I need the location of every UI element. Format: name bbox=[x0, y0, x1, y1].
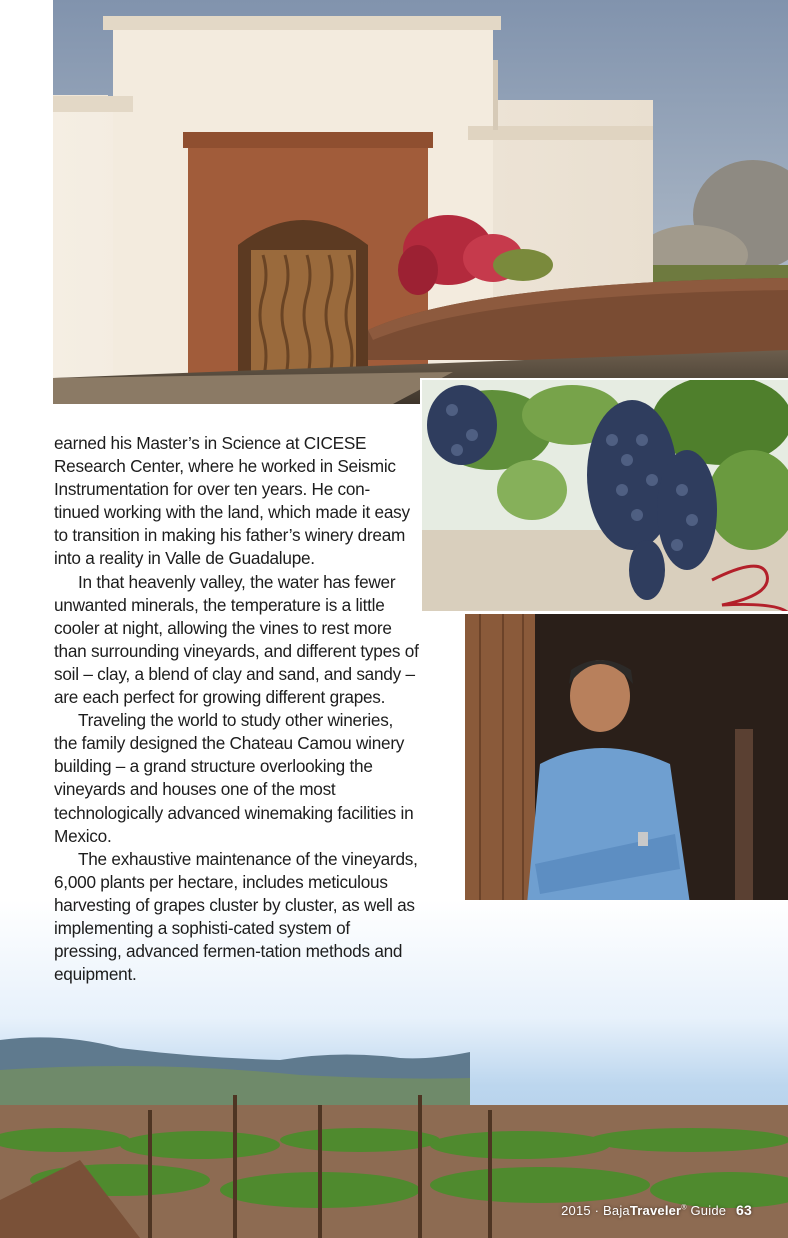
brand-prefix: Baja bbox=[603, 1203, 630, 1218]
page-footer bbox=[561, 1202, 752, 1218]
chateau-entrance-illustration bbox=[53, 0, 788, 404]
chateau-entrance-photo bbox=[53, 0, 788, 404]
magazine-brand bbox=[603, 1203, 687, 1218]
page-number: 63 bbox=[736, 1202, 752, 1218]
footer-separator: · bbox=[594, 1203, 600, 1218]
article-paragraph: The exhaustive maintenance of the vineyards, 6,000 plants per hectare, includes meticulous harvesting of grapes cluster by cluster, as well as implementing a sophisti-cated system of pressing, advanced fermen-tation methods and equipment. bbox=[54, 848, 418, 985]
article-body bbox=[54, 432, 419, 986]
footer-guide-label: Guide bbox=[690, 1203, 727, 1218]
registered-mark: ® bbox=[681, 1204, 687, 1212]
article-paragraph: Traveling the world to study other wineries, the family designed the Chateau Camou winery building – a grand structure overlooking the vineyards and houses one of the most technologically advanced winemaking facilities in Mexico. bbox=[54, 710, 414, 846]
article-paragraph: earned his Master’s in Science at CICESE Research Center, where he worked in Seismic Instrumentation for over ten years. He con-tinued working with the land, which made it easy to transition in making his father’s winery dream into a reality in Valle de Guadalupe. bbox=[54, 433, 410, 569]
brand-main: Traveler bbox=[629, 1203, 682, 1218]
grape-clusters-illustration bbox=[422, 380, 788, 611]
grape-clusters-photo bbox=[420, 378, 788, 611]
article-paragraph: In that heavenly valley, the water has fewer unwanted minerals, the temperature is a little cooler at night, allowing the vines to rest more than surrounding vineyards, and different types of soil – clay, a blend of clay and sand, and sandy – are each perfect for growing different grapes. bbox=[54, 571, 419, 708]
footer-year: 2015 bbox=[561, 1203, 591, 1218]
